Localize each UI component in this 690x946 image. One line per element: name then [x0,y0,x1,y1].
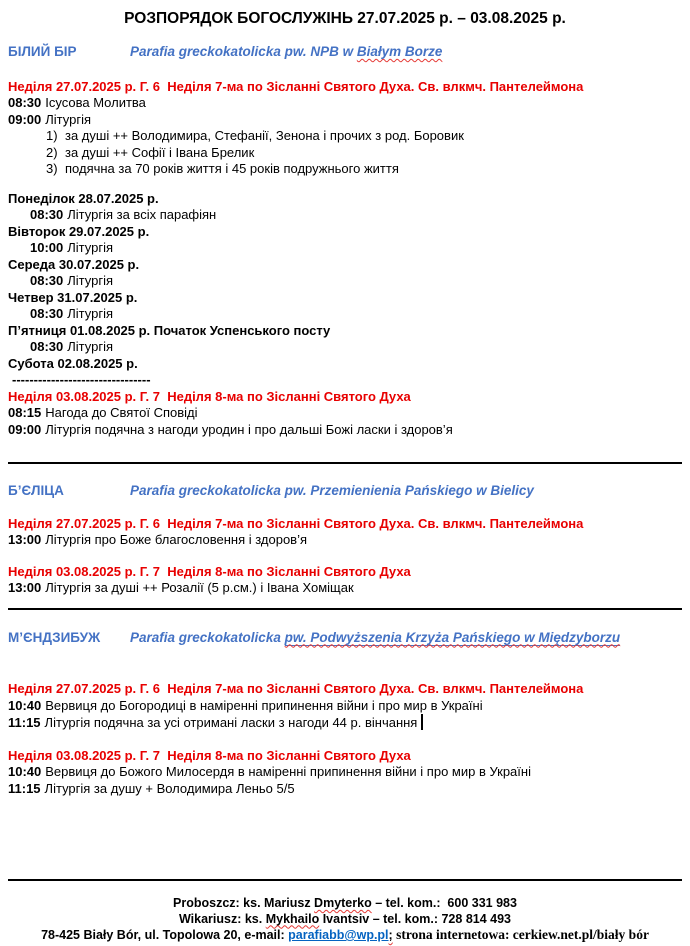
email-link[interactable]: parafiabb@wp.pl [288,928,389,942]
weekday-heading: Середа 30.07.2025 р. [8,256,140,272]
service-line [8,714,682,732]
intention-item [8,161,682,178]
service-time: 08:30 [30,306,64,321]
intention-text: за душі ++ Софії і Івана Брелик [65,144,255,160]
service-line [8,532,682,549]
service-line [8,273,682,290]
sunday-heading: Неділя 27.07.2025 р. Г. 6 Неділя 7-ма по Зісланні Святого Духа. Св. влкмч. Пантелеймона [8,78,584,94]
service-desc: Літургія подячна за усі отримані ласки з нагоди 44 р. вінчання [44,715,418,730]
service-desc: Літургія [67,339,114,354]
service-line [8,240,682,257]
weekday-heading: П’ятниця 01.08.2025 р. Початок Успенського посту [8,322,331,338]
intention-item [8,145,682,162]
sunday-heading: Неділя 03.08.2025 р. Г. 7 Неділя 8-ма по Зісланні Святого Духа [8,747,411,763]
weekday-heading: Понеділок 28.07.2025 р. [8,190,159,206]
service-time: 10:00 [30,240,64,255]
service-desc: Вервиця до Божого Милосердя в наміренні припинення війни і про мир в Україні [45,764,531,779]
service-desc: Літургія за душі ++ Розалії (5 р.см.) і Івана Хоміщак [45,580,354,595]
service-line [8,207,682,224]
service-time: 09:00 [8,421,42,437]
service-time: 09:00 [8,111,42,127]
parish-name [130,630,620,646]
weekday-heading: Вівторок 29.07.2025 р. [8,223,150,239]
document-footer [8,896,682,944]
parish-name-misspelled: pw. Podwyższenia Krzyża Pańskiego w Międzyborzu [284,629,621,645]
section-header-miedzyborz [8,630,682,647]
service-desc: Ісусова Молитва [45,95,146,110]
service-desc: Літургія [67,240,114,255]
service-time: 13:00 [8,580,42,595]
semicolon: ; [388,928,393,942]
weekday-heading: Субота 02.08.2025 р. [8,355,138,371]
service-line [8,764,682,781]
sunday-heading: Неділя 27.07.2025 р. Г. 6 Неділя 7-ма по Зісланні Святого Духа. Св. влкмч. Пантелеймона [8,515,584,531]
service-line [8,112,682,129]
service-desc: Літургія за душу + Володимира Леньо 5/5 [44,780,295,796]
parish-name [130,44,442,59]
location-name: БІЛИЙ БІР [8,44,77,59]
intention-text: за душі ++ Володимира, Стефанії, Зенона і прочих з род. Боровик [65,128,464,143]
service-time: 08:30 [30,207,64,222]
parish-name: Parafia greckokatolicka pw. Przemienienia Pańskiego w Bielicy [130,483,534,498]
service-time: 08:15 [8,405,42,420]
service-line [8,580,682,597]
service-time: 08:30 [30,273,64,288]
service-desc: Вервиця до Богородиці в наміренні припинення війни і про мир в Україні [45,697,483,713]
vicar-firstname: Mykhailo [265,911,320,926]
parish-name-plain: Parafia greckokatolicka pw. NPB w [130,44,357,59]
sunday-heading: Неділя 27.07.2025 р. Г. 6 Неділя 7-ма по Зісланні Святого Духа. Св. влкмч. Пантелеймона [8,681,584,696]
parish-name-plain: Parafia greckokatolicka [130,629,285,645]
service-desc: Літургія про Боже благословення і здоров’я [45,532,308,547]
website-text: strona internetowa: cerkiew.net.pl/biały bór [392,927,649,942]
service-desc: Літургія за всіх парафіян [67,207,217,222]
service-desc: Літургія подячна з нагоди уродин і про дальші Божі ласки і здоров’я [45,421,453,437]
location-name: М’ЄНДЗИБУЖ [8,629,101,645]
service-time: 08:30 [30,339,64,354]
page-title: РОЗПОРЯДОК БОГОСЛУЖІНЬ 27.07.2025 р. – 03.08.2025 р. [124,10,566,27]
service-line [8,781,682,798]
service-desc: Літургія [45,111,92,127]
pastor-contact-line: Proboszcz: ks. Mariusz Dmyterko – tel. kom.: 600 331 983 [173,896,517,910]
intention-number: 1) [46,128,58,143]
vicar-contact-line: Wikariusz: ks. Mykhailo Ivantsiv – tel. kom.: 728 814 493 [178,911,511,926]
weekday-heading: Четвер 31.07.2025 р. [8,289,138,305]
text-cursor [421,714,423,730]
parish-name-misspelled: Białym Borze [356,44,443,59]
service-time: 10:40 [8,697,42,713]
service-line [8,698,682,715]
intention-item [8,128,682,145]
dashed-divider: -------------------------------- [12,372,151,387]
service-line [8,95,682,112]
service-line [8,422,682,439]
intention-number: 2) [46,144,58,160]
sunday-heading: Неділя 03.08.2025 р. Г. 7 Неділя 8-ма по Зісланні Святого Духа [8,388,411,404]
service-time: 11:15 [8,715,41,730]
service-time: 10:40 [8,764,42,779]
section-header-bialy-bir [8,44,682,61]
address-line: 78-425 Biały Bór, ul. Topolowa 20, e-mail: parafiabb@wp.pl; strona internetowa: cerkiew.net.pl/biały bór [41,927,649,942]
service-desc: Нагода до Святої Сповіді [45,405,198,420]
section-header-bielica [8,483,682,500]
sunday-heading: Неділя 03.08.2025 р. Г. 7 Неділя 8-ма по Зісланні Святого Духа [8,563,411,579]
pastor-surname: Dmyterko [314,896,372,910]
service-line [8,306,682,323]
service-time: 11:15 [8,780,41,796]
intention-text: подячна за 70 років життя і 45 років подружнього життя [65,161,399,176]
service-line [8,405,682,422]
service-time: 08:30 [8,95,42,110]
service-desc: Літургія [67,306,114,321]
intention-number: 3) [46,161,58,176]
service-line [8,339,682,356]
location-name: Б’ЄЛІЦА [8,483,64,498]
service-time: 13:00 [8,532,42,547]
service-desc: Літургія [67,273,114,288]
